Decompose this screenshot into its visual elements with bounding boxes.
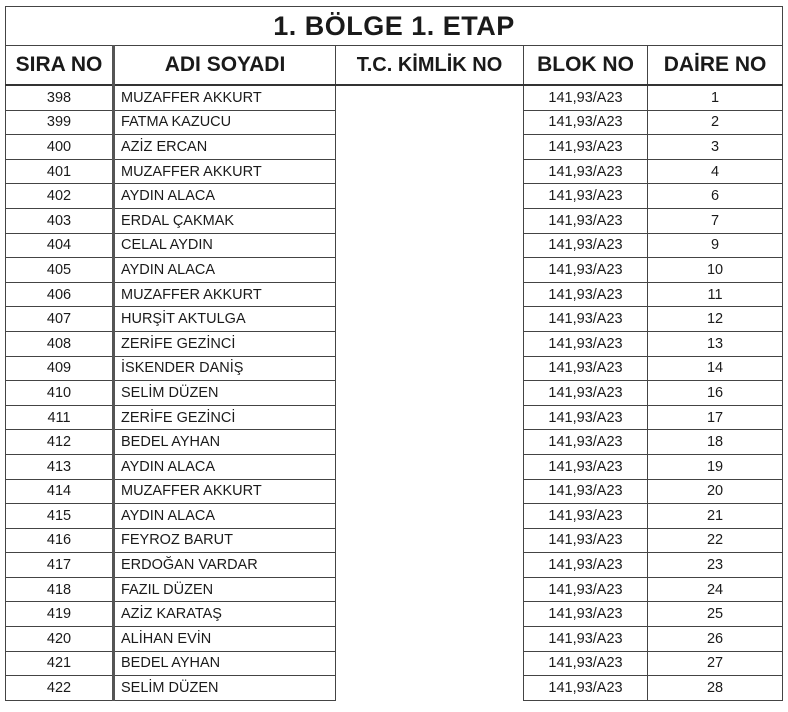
cell-blok-no: 141,93/A23 <box>524 651 648 676</box>
cell-blok-no: 141,93/A23 <box>524 85 648 110</box>
cell-blok-no: 141,93/A23 <box>524 676 648 701</box>
cell-blok-no: 141,93/A23 <box>524 159 648 184</box>
cell-adi-soyadi: İSKENDER DANİŞ <box>114 356 336 381</box>
cell-blok-no: 141,93/A23 <box>524 307 648 332</box>
cell-adi-soyadi: BEDEL AYHAN <box>114 651 336 676</box>
header-adi-soyadi: ADI SOYADI <box>114 46 336 86</box>
redaction-mask <box>375 90 485 710</box>
cell-adi-soyadi: FEYROZ BARUT <box>114 528 336 553</box>
cell-daire-no: 23 <box>648 553 783 578</box>
cell-sira-no: 401 <box>6 159 114 184</box>
cell-sira-no: 405 <box>6 258 114 283</box>
cell-adi-soyadi: MUZAFFER AKKURT <box>114 282 336 307</box>
cell-blok-no: 141,93/A23 <box>524 627 648 652</box>
cell-blok-no: 141,93/A23 <box>524 553 648 578</box>
cell-adi-soyadi: ZERİFE GEZİNCİ <box>114 331 336 356</box>
cell-blok-no: 141,93/A23 <box>524 504 648 529</box>
cell-sira-no: 403 <box>6 208 114 233</box>
cell-adi-soyadi: FAZIL DÜZEN <box>114 577 336 602</box>
cell-adi-soyadi: HURŞİT AKTULGA <box>114 307 336 332</box>
cell-sira-no: 409 <box>6 356 114 381</box>
cell-blok-no: 141,93/A23 <box>524 602 648 627</box>
cell-blok-no: 141,93/A23 <box>524 282 648 307</box>
document-sheet <box>5 6 782 701</box>
cell-daire-no: 17 <box>648 405 783 430</box>
cell-sira-no: 415 <box>6 504 114 529</box>
table-title: 1. BÖLGE 1. ETAP <box>6 7 783 46</box>
cell-adi-soyadi: AZİZ ERCAN <box>114 135 336 160</box>
cell-blok-no: 141,93/A23 <box>524 430 648 455</box>
cell-blok-no: 141,93/A23 <box>524 479 648 504</box>
cell-adi-soyadi: SELİM DÜZEN <box>114 381 336 406</box>
cell-daire-no: 16 <box>648 381 783 406</box>
cell-sira-no: 416 <box>6 528 114 553</box>
cell-sira-no: 410 <box>6 381 114 406</box>
cell-daire-no: 13 <box>648 331 783 356</box>
cell-adi-soyadi: BEDEL AYHAN <box>114 430 336 455</box>
cell-sira-no: 412 <box>6 430 114 455</box>
cell-blok-no: 141,93/A23 <box>524 184 648 209</box>
header-row <box>6 46 783 86</box>
cell-adi-soyadi: ERDAL ÇAKMAK <box>114 208 336 233</box>
cell-adi-soyadi: ERDOĞAN VARDAR <box>114 553 336 578</box>
cell-blok-no: 141,93/A23 <box>524 208 648 233</box>
cell-sira-no: 413 <box>6 454 114 479</box>
cell-sira-no: 402 <box>6 184 114 209</box>
cell-sira-no: 417 <box>6 553 114 578</box>
cell-blok-no: 141,93/A23 <box>524 110 648 135</box>
cell-sira-no: 400 <box>6 135 114 160</box>
cell-blok-no: 141,93/A23 <box>524 356 648 381</box>
cell-daire-no: 21 <box>648 504 783 529</box>
cell-daire-no: 27 <box>648 651 783 676</box>
cell-daire-no: 9 <box>648 233 783 258</box>
cell-adi-soyadi: MUZAFFER AKKURT <box>114 85 336 110</box>
cell-adi-soyadi: FATMA KAZUCU <box>114 110 336 135</box>
cell-daire-no: 10 <box>648 258 783 283</box>
cell-adi-soyadi: ALİHAN EVİN <box>114 627 336 652</box>
cell-sira-no: 411 <box>6 405 114 430</box>
cell-sira-no: 421 <box>6 651 114 676</box>
cell-blok-no: 141,93/A23 <box>524 258 648 283</box>
cell-daire-no: 7 <box>648 208 783 233</box>
cell-daire-no: 28 <box>648 676 783 701</box>
cell-sira-no: 399 <box>6 110 114 135</box>
cell-blok-no: 141,93/A23 <box>524 577 648 602</box>
cell-sira-no: 404 <box>6 233 114 258</box>
cell-daire-no: 19 <box>648 454 783 479</box>
header-blok-no: BLOK NO <box>524 46 648 86</box>
cell-blok-no: 141,93/A23 <box>524 135 648 160</box>
cell-adi-soyadi: SELİM DÜZEN <box>114 676 336 701</box>
cell-daire-no: 2 <box>648 110 783 135</box>
cell-blok-no: 141,93/A23 <box>524 528 648 553</box>
cell-sira-no: 418 <box>6 577 114 602</box>
cell-daire-no: 24 <box>648 577 783 602</box>
cell-daire-no: 4 <box>648 159 783 184</box>
cell-adi-soyadi: AZİZ KARATAŞ <box>114 602 336 627</box>
cell-daire-no: 22 <box>648 528 783 553</box>
cell-adi-soyadi: MUZAFFER AKKURT <box>114 479 336 504</box>
cell-adi-soyadi: AYDIN ALACA <box>114 454 336 479</box>
cell-sira-no: 398 <box>6 85 114 110</box>
cell-sira-no: 407 <box>6 307 114 332</box>
cell-sira-no: 422 <box>6 676 114 701</box>
cell-adi-soyadi: MUZAFFER AKKURT <box>114 159 336 184</box>
cell-adi-soyadi: AYDIN ALACA <box>114 184 336 209</box>
cell-blok-no: 141,93/A23 <box>524 381 648 406</box>
cell-daire-no: 3 <box>648 135 783 160</box>
cell-blok-no: 141,93/A23 <box>524 405 648 430</box>
header-sira-no: SIRA NO <box>6 46 114 86</box>
cell-daire-no: 14 <box>648 356 783 381</box>
cell-sira-no: 419 <box>6 602 114 627</box>
cell-daire-no: 12 <box>648 307 783 332</box>
cell-daire-no: 20 <box>648 479 783 504</box>
cell-adi-soyadi: AYDIN ALACA <box>114 258 336 283</box>
cell-sira-no: 414 <box>6 479 114 504</box>
cell-blok-no: 141,93/A23 <box>524 331 648 356</box>
cell-daire-no: 1 <box>648 85 783 110</box>
header-daire-no: DAİRE NO <box>648 46 783 86</box>
title-row <box>6 7 783 46</box>
cell-blok-no: 141,93/A23 <box>524 454 648 479</box>
cell-blok-no: 141,93/A23 <box>524 233 648 258</box>
cell-daire-no: 11 <box>648 282 783 307</box>
cell-adi-soyadi: CELAL AYDIN <box>114 233 336 258</box>
cell-daire-no: 18 <box>648 430 783 455</box>
header-tc-kimlik-no: T.C. KİMLİK NO <box>336 46 524 86</box>
cell-daire-no: 26 <box>648 627 783 652</box>
cell-adi-soyadi: ZERİFE GEZİNCİ <box>114 405 336 430</box>
cell-daire-no: 6 <box>648 184 783 209</box>
cell-sira-no: 420 <box>6 627 114 652</box>
cell-daire-no: 25 <box>648 602 783 627</box>
cell-adi-soyadi: AYDIN ALACA <box>114 504 336 529</box>
cell-sira-no: 408 <box>6 331 114 356</box>
cell-sira-no: 406 <box>6 282 114 307</box>
